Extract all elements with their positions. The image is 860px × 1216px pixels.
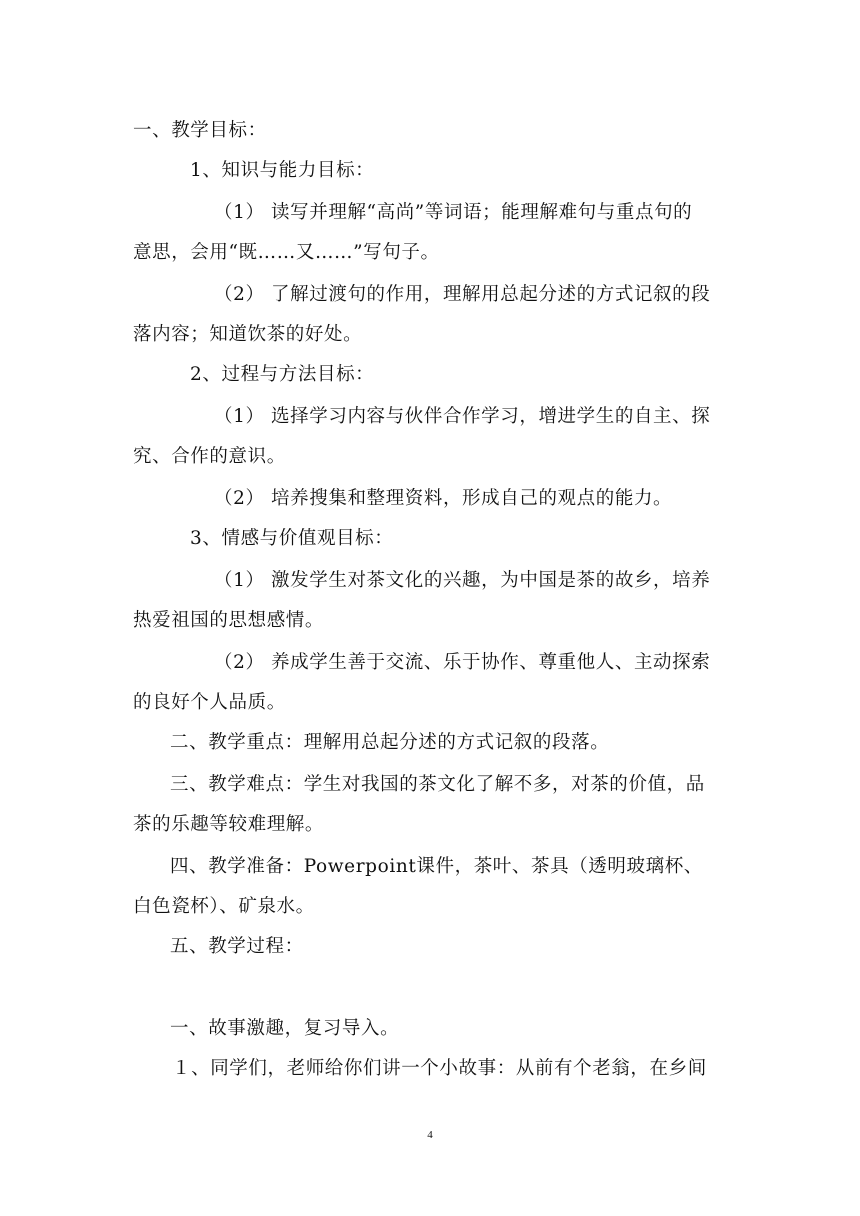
text-line: （2） 养成学生善于交流、乐于协作、尊重他人、主动探索	[214, 652, 711, 673]
text-line: （1） 激发学生对茶文化的兴趣，为中国是茶的故乡，培养	[214, 570, 711, 591]
text-line: 白色瓷杯）、矿泉水。	[133, 896, 315, 917]
text-line: （1） 读写并理解“高尚”等词语；能理解难句与重点句的	[214, 202, 693, 223]
text-line: 究、合作的意识。	[133, 446, 286, 467]
text-line: 五、教学过程：	[170, 936, 304, 957]
text-line: 茶的乐趣等较难理解。	[133, 814, 325, 835]
text-line: 一、故事激趣，复习导入。	[170, 1018, 400, 1039]
text-line: 2、过程与方法目标：	[190, 364, 375, 385]
text-line: （1） 选择学习内容与伙伴合作学习，增进学生的自主、探	[214, 406, 711, 427]
text-line: １、同学们，老师给你们讲一个小故事：从前有个老翁，在乡间	[172, 1058, 707, 1079]
text-line: 的良好个人品质。	[133, 692, 286, 713]
text-line: 二、教学重点：理解用总起分述的方式记叙的段落。	[170, 732, 610, 753]
text-line: 一、教学目标：	[133, 120, 267, 141]
text-line: 1、知识与能力目标：	[190, 160, 375, 181]
text-line: 意思，会用“既……又……”写句子。	[133, 242, 440, 263]
text-line: 3、情感与价值观目标：	[190, 528, 394, 549]
text-line: （2） 培养搜集和整理资料，形成自己的观点的能力。	[214, 488, 673, 509]
text-line: （2） 了解过渡句的作用，理解用总起分述的方式记叙的段	[214, 284, 711, 305]
text-line: 落内容；知道饮茶的好处。	[133, 324, 363, 345]
text-line: 三、教学难点：学生对我国的茶文化了解不多，对茶的价值，品	[170, 774, 705, 795]
text-line: 热爱祖国的思想感情。	[133, 610, 325, 631]
page-number: 4	[427, 1129, 433, 1141]
text-line: 四、教学准备：Powerpoint课件，茶叶、茶具（透明玻璃杯、	[170, 856, 703, 877]
